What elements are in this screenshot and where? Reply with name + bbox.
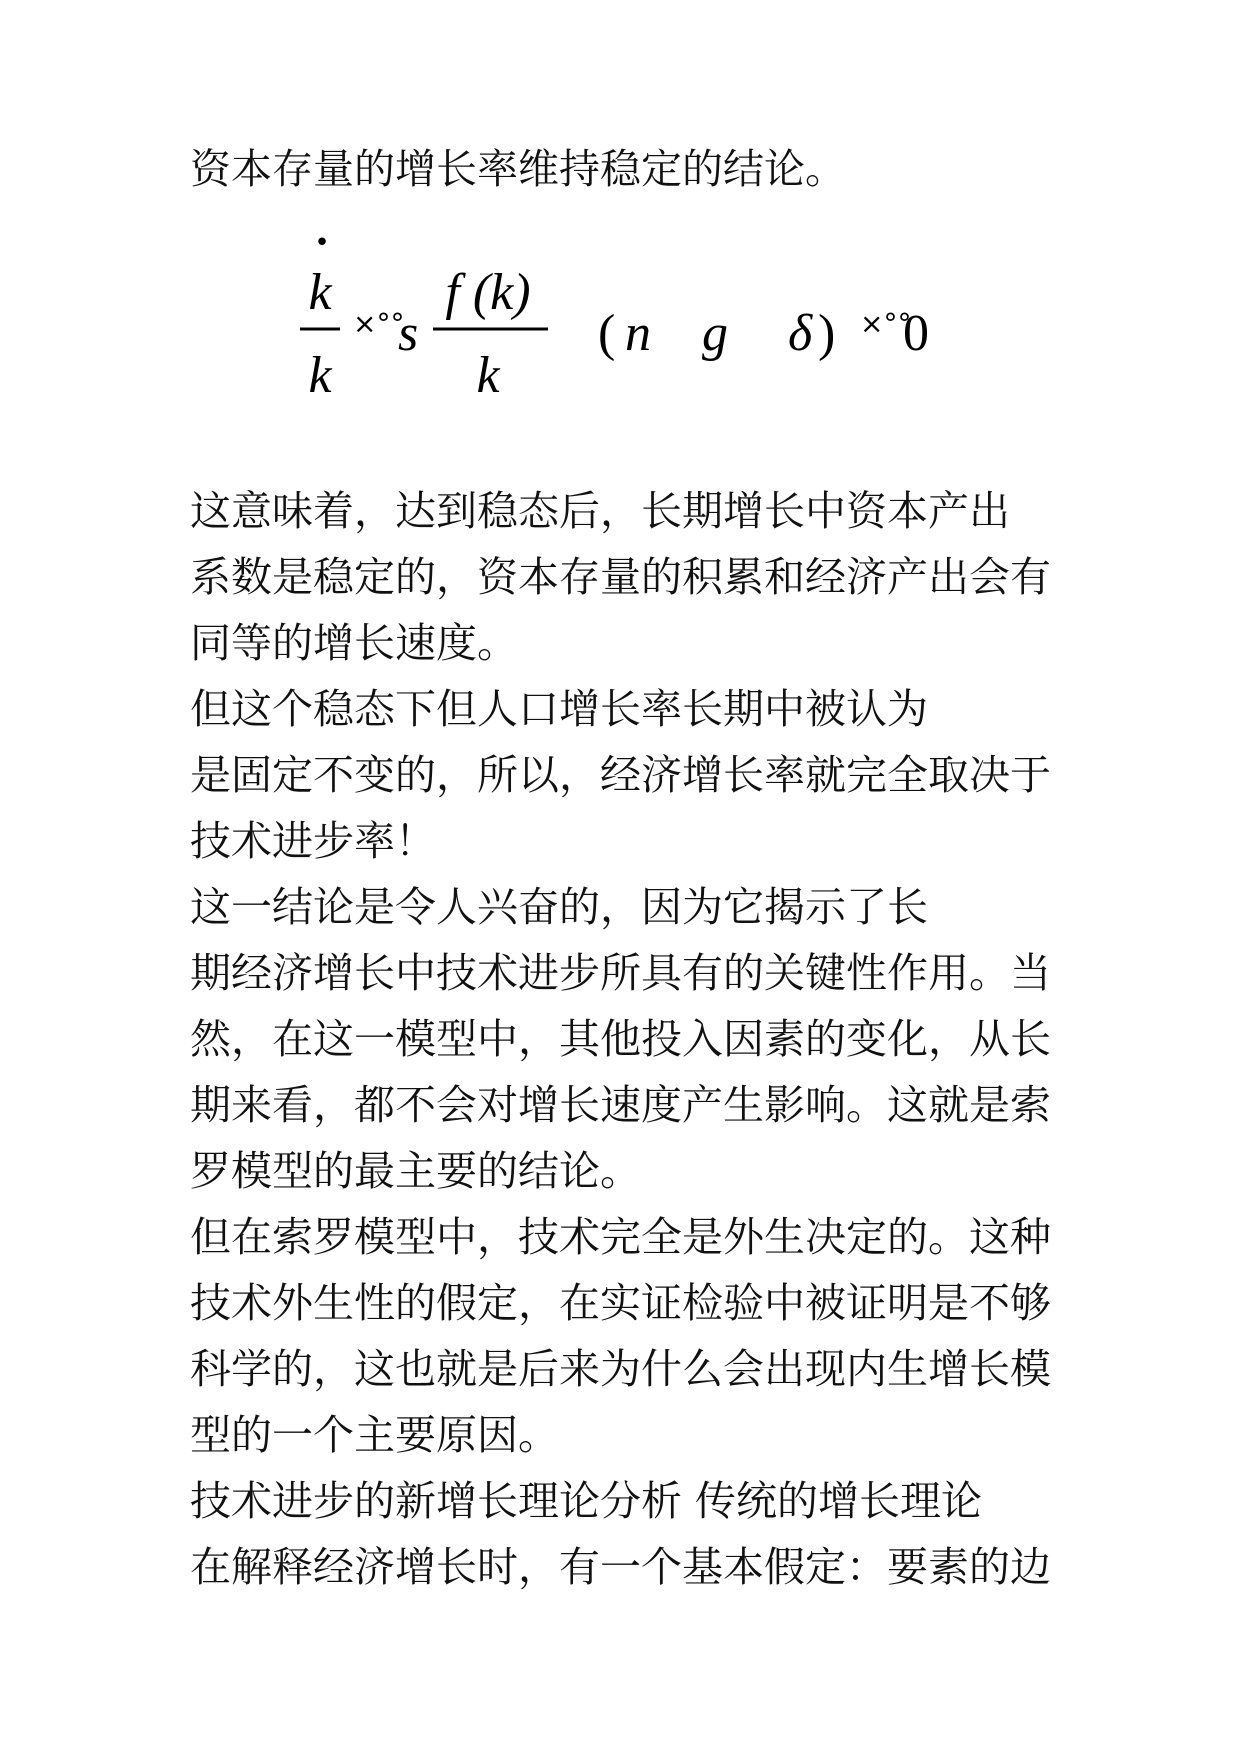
fraction-numerator-fk: f (k) <box>445 264 531 321</box>
technology-growth-g: g <box>702 305 728 362</box>
savings-rate-s: s <box>398 305 419 362</box>
lhs-denominator-k: k <box>308 347 332 404</box>
text-line-7: 技术进步率！ <box>190 817 436 865</box>
text-line-17: 技术进步的新增长理论分析 传统的增长理论 <box>190 1477 983 1525</box>
text-line-10: 然，在这一模型中，其他投入因素的变化，从长 <box>190 1015 1051 1063</box>
depreciation-delta: δ <box>788 305 813 362</box>
text-line-13: 但在索罗模型中，技术完全是外生决定的。这种 <box>190 1213 1051 1261</box>
operator-glyph-1: ×°° <box>353 307 405 340</box>
paren-open: ( <box>598 305 616 362</box>
rhs-zero: 0 <box>903 305 929 362</box>
text-line-8: 这一结论是令人兴奋的，因为它揭示了长 <box>190 883 928 931</box>
lhs-numerator-k: k <box>308 264 332 321</box>
text-line-5: 但这个稳态下但人口增长率长期中被认为 <box>190 685 928 733</box>
steady-state-equation <box>0 225 1241 425</box>
text-line-11: 期来看，都不会对增长速度产生影响。这就是索 <box>190 1081 1051 1129</box>
text-line-16: 型的一个主要原因。 <box>190 1411 559 1459</box>
text-line-15: 科学的，这也就是后来为什么会出现内生增长模 <box>190 1345 1051 1393</box>
text-line-2: 这意味着，达到稳态后，长期增长中资本产出 <box>190 487 1010 535</box>
text-line-6: 是固定不变的，所以，经济增长率就完全取决于 <box>190 751 1051 799</box>
text-line-4: 同等的增长速度。 <box>190 619 518 667</box>
text-line-14: 技术外生性的假定，在实证检验中被证明是不够 <box>190 1279 1051 1327</box>
text-line-9: 期经济增长中技术进步所具有的关键性作用。当 <box>190 949 1051 997</box>
text-line-18: 在解释经济增长时，有一个基本假定：要素的边 <box>190 1543 1051 1591</box>
operator-glyph-2: ×°° <box>860 307 912 340</box>
population-growth-n: n <box>625 305 651 362</box>
fraction-denominator-k: k <box>476 347 500 404</box>
paren-close: ) <box>818 305 836 362</box>
text-line-1: 资本存量的增长率维持稳定的结论。 <box>190 145 846 193</box>
text-line-12: 罗模型的最主要的结论。 <box>190 1147 641 1195</box>
derivative-dot-mark: • <box>314 228 330 258</box>
text-line-3: 系数是稳定的，资本存量的积累和经济产出会有 <box>190 553 1051 601</box>
